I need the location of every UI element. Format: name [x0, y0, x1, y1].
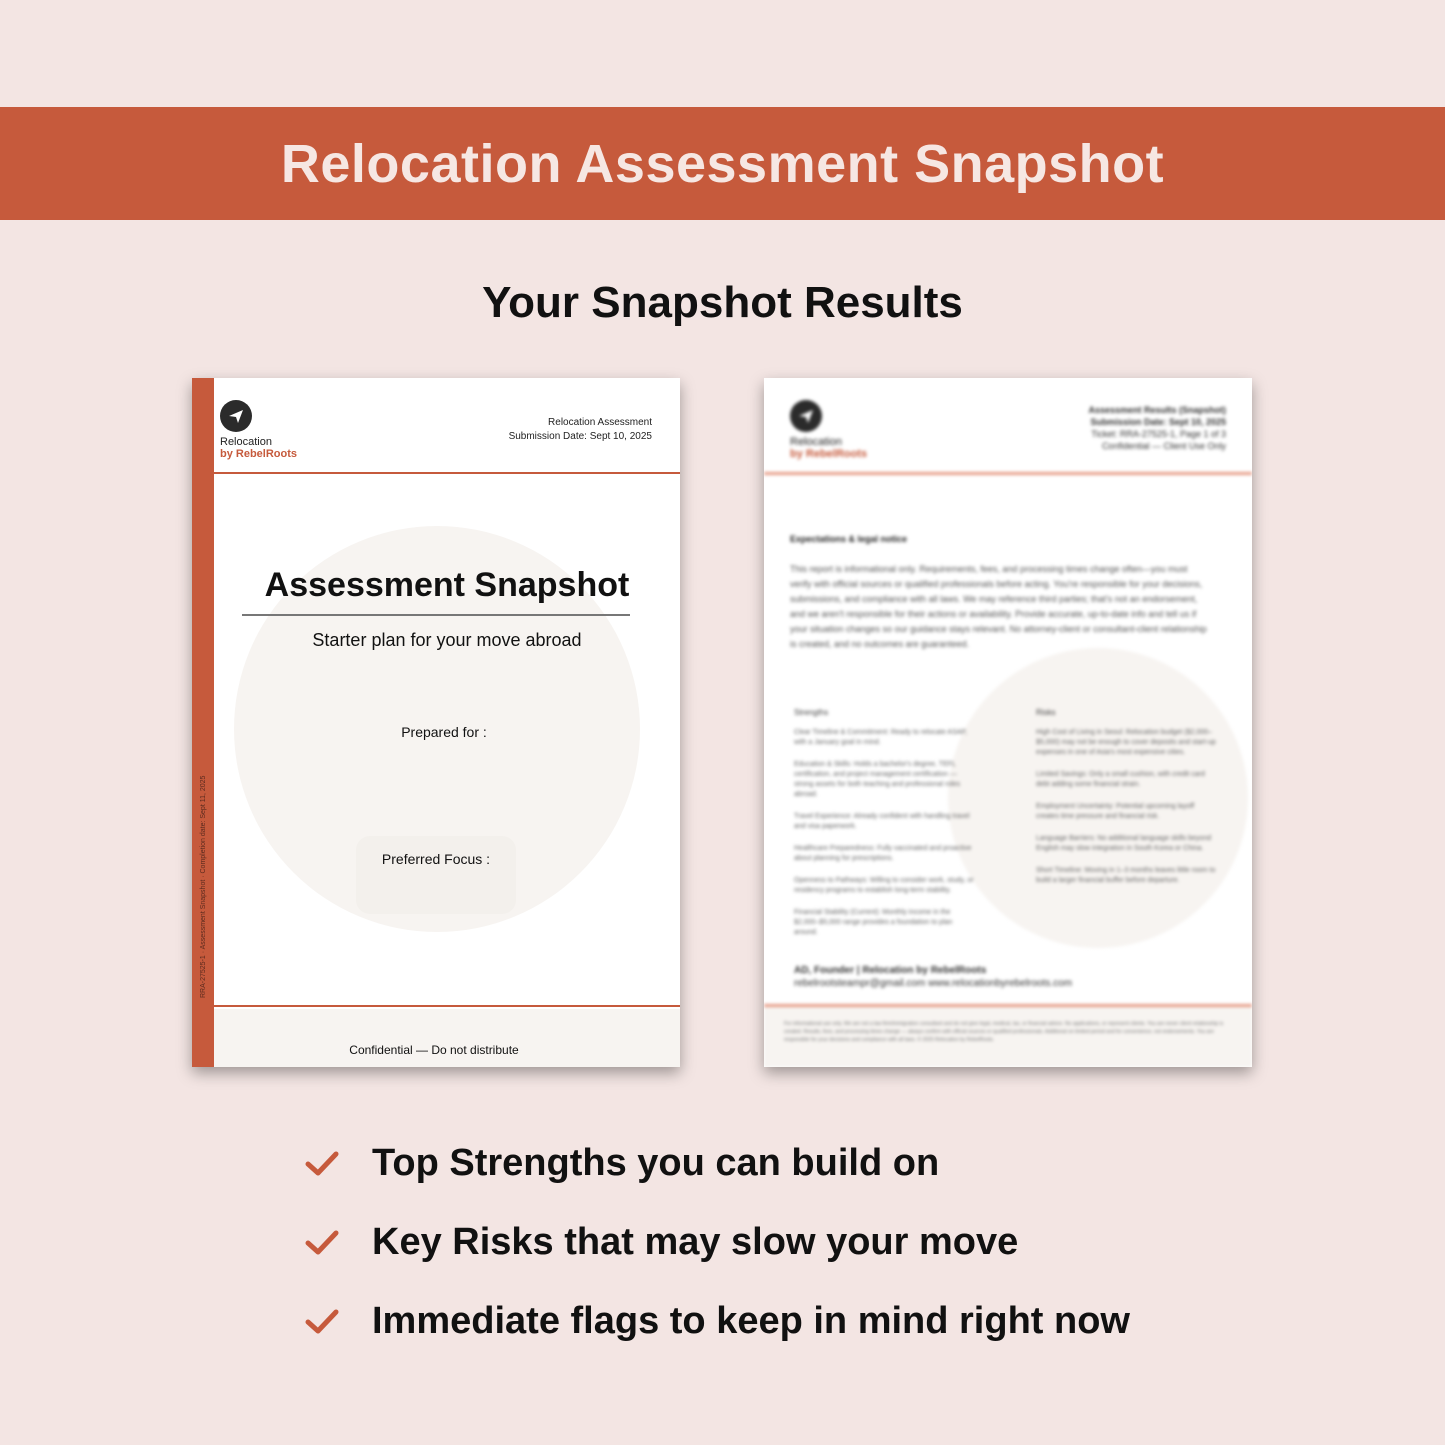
spine-text: RRA-27525-1 · Assessment Snapshot · Completion date: Sept 11, 2025 — [200, 775, 207, 998]
risks-heading: Risks — [1036, 708, 1056, 717]
document-subtitle: Starter plan for your move abroad — [312, 630, 582, 650]
list-item-text: Top Strengths you can build on — [372, 1142, 940, 1184]
strength-item: Healthcare Preparedness: Fully vaccinated and proactive about planning for prescriptions. — [794, 845, 972, 862]
confidential-notice: Confidential — Do not distribute — [349, 1043, 519, 1057]
strength-item: Clear Timeline & Commitment: Ready to relocate ASAP, with a January goal in mind. — [794, 729, 968, 746]
strength-item: Education & Skills: Holds a bachelor's degree, TEFL certification, and project management certification — strong assets for both teaching and professional roles abroad. — [794, 761, 961, 798]
title-banner — [0, 107, 1445, 220]
strength-item: Financial Stability (Current): Monthly income in the $2,000–$5,000 range provides a foundation to plan around. — [794, 909, 953, 936]
check-icon — [304, 1150, 340, 1178]
document-page-results — [764, 378, 1252, 1067]
footer-disclaimer: For informational use only. We are not a law firm/immigration consultant and do not give legal, medical, tax, or financial advice. No applications, or represent clients. You are never client relationship is created. Results, fees, and processing times change — always confirm with official sources or qualified professionals. Additional on limited period and for convenience, not endorsements. You are responsible for your decisions and compliance with all laws. © 2025 Relocation by RebelRoots. — [784, 1021, 1224, 1043]
submission-date: Submission Date: Sept 10, 2025 — [1090, 417, 1226, 427]
confidential-line: Confidential — Client Use Only — [1101, 441, 1226, 451]
banner-title: Relocation Assessment Snapshot — [280, 133, 1165, 194]
logo-name: Relocation — [790, 436, 842, 448]
focus-box — [356, 836, 516, 914]
risk-item: Language Barriers: No additional language skills beyond English may slow integration in South Korea or China. — [1036, 835, 1212, 852]
title-underline — [242, 614, 630, 616]
list-item-text: Immediate flags to keep in mind right now — [372, 1300, 1130, 1342]
footer-rule — [764, 1004, 1252, 1007]
blurred-content — [764, 378, 1252, 1067]
strengths-heading: Strengths — [794, 708, 829, 717]
check-icon — [304, 1308, 340, 1336]
strengths-column — [794, 708, 974, 950]
legal-paragraph: This report is informational only. Requirements, fees, and processing times change often—you must verify with official sources or qualified professionals before acting. You're responsible for your decisions, submissions, and compliance with all laws. We may reference third parties; that's not an endorsement, and we aren't responsible for their actions or availability. Provide accurate, up-to-date info and tell us if your situation changes so our guidance stays relevant. No attorney-client or consultant-client relationship is created, and no outcomes are guaranteed. — [790, 564, 1207, 649]
ticket-line: Ticket: RRA-27525-1, Page 1 of 3 — [1091, 429, 1226, 439]
signature-name: AD, Founder | Relocation by RebelRoots — [794, 965, 987, 976]
logo-byline: by RebelRoots — [790, 448, 868, 460]
logo — [220, 400, 297, 460]
strength-item: Openness to Pathways: Willing to consider work, study, or residency programs to establish long-term stability. — [794, 877, 974, 894]
risks-column — [1036, 708, 1216, 898]
risk-item: Limited Savings: Only a small cushion, with credit card debt adding some financial strain. — [1036, 771, 1205, 788]
document-title: Assessment Snapshot — [264, 566, 630, 604]
footer-rule — [214, 1005, 680, 1007]
header-meta — [509, 416, 652, 444]
risk-item: High Cost of Living in Seoul: Relocation budget ($2,000–$5,000) may not be enough to cover deposits and start-up expenses in one of Asia's most expensive cities. — [1036, 729, 1216, 756]
preferred-focus-label: Preferred Focus : — [381, 851, 491, 867]
logo — [790, 400, 867, 460]
list-item-text: Key Risks that may slow your move — [372, 1221, 1019, 1263]
header-line: Relocation Assessment — [548, 417, 652, 428]
check-icon — [304, 1229, 340, 1257]
risk-item: Short Timeline: Moving in 1–3 months leaves little room to build a larger financial buffer before departure. — [1036, 867, 1216, 884]
header-rule — [764, 472, 1252, 475]
subheading: Your Snapshot Results — [482, 278, 963, 327]
signature-contact: rebelrootsteampr@gmail.com www.relocationbyrebelroots.com — [794, 978, 1073, 989]
header-rule — [214, 472, 680, 474]
header-meta — [1088, 404, 1226, 452]
header-line: Assessment Results (Snapshot) — [1088, 405, 1226, 415]
logo-byline: by RebelRoots — [220, 448, 298, 460]
signature — [794, 964, 1072, 990]
prepared-for-label: Prepared for : — [401, 724, 487, 740]
risk-item: Employment Uncertainty: Potential upcoming layoff creates time pressure and financial risk. — [1036, 803, 1195, 820]
document-page-cover — [192, 378, 680, 1067]
strength-item: Travel Experience: Already confident with handling travel and visa paperwork. — [794, 813, 970, 830]
submission-date: Submission Date: Sept 10, 2025 — [508, 431, 652, 442]
paper-plane-icon — [790, 400, 822, 432]
section-heading: Expectations & legal notice — [790, 534, 908, 544]
logo-name: Relocation — [220, 436, 272, 448]
footer-band — [214, 1009, 680, 1067]
paper-plane-icon — [220, 400, 252, 432]
